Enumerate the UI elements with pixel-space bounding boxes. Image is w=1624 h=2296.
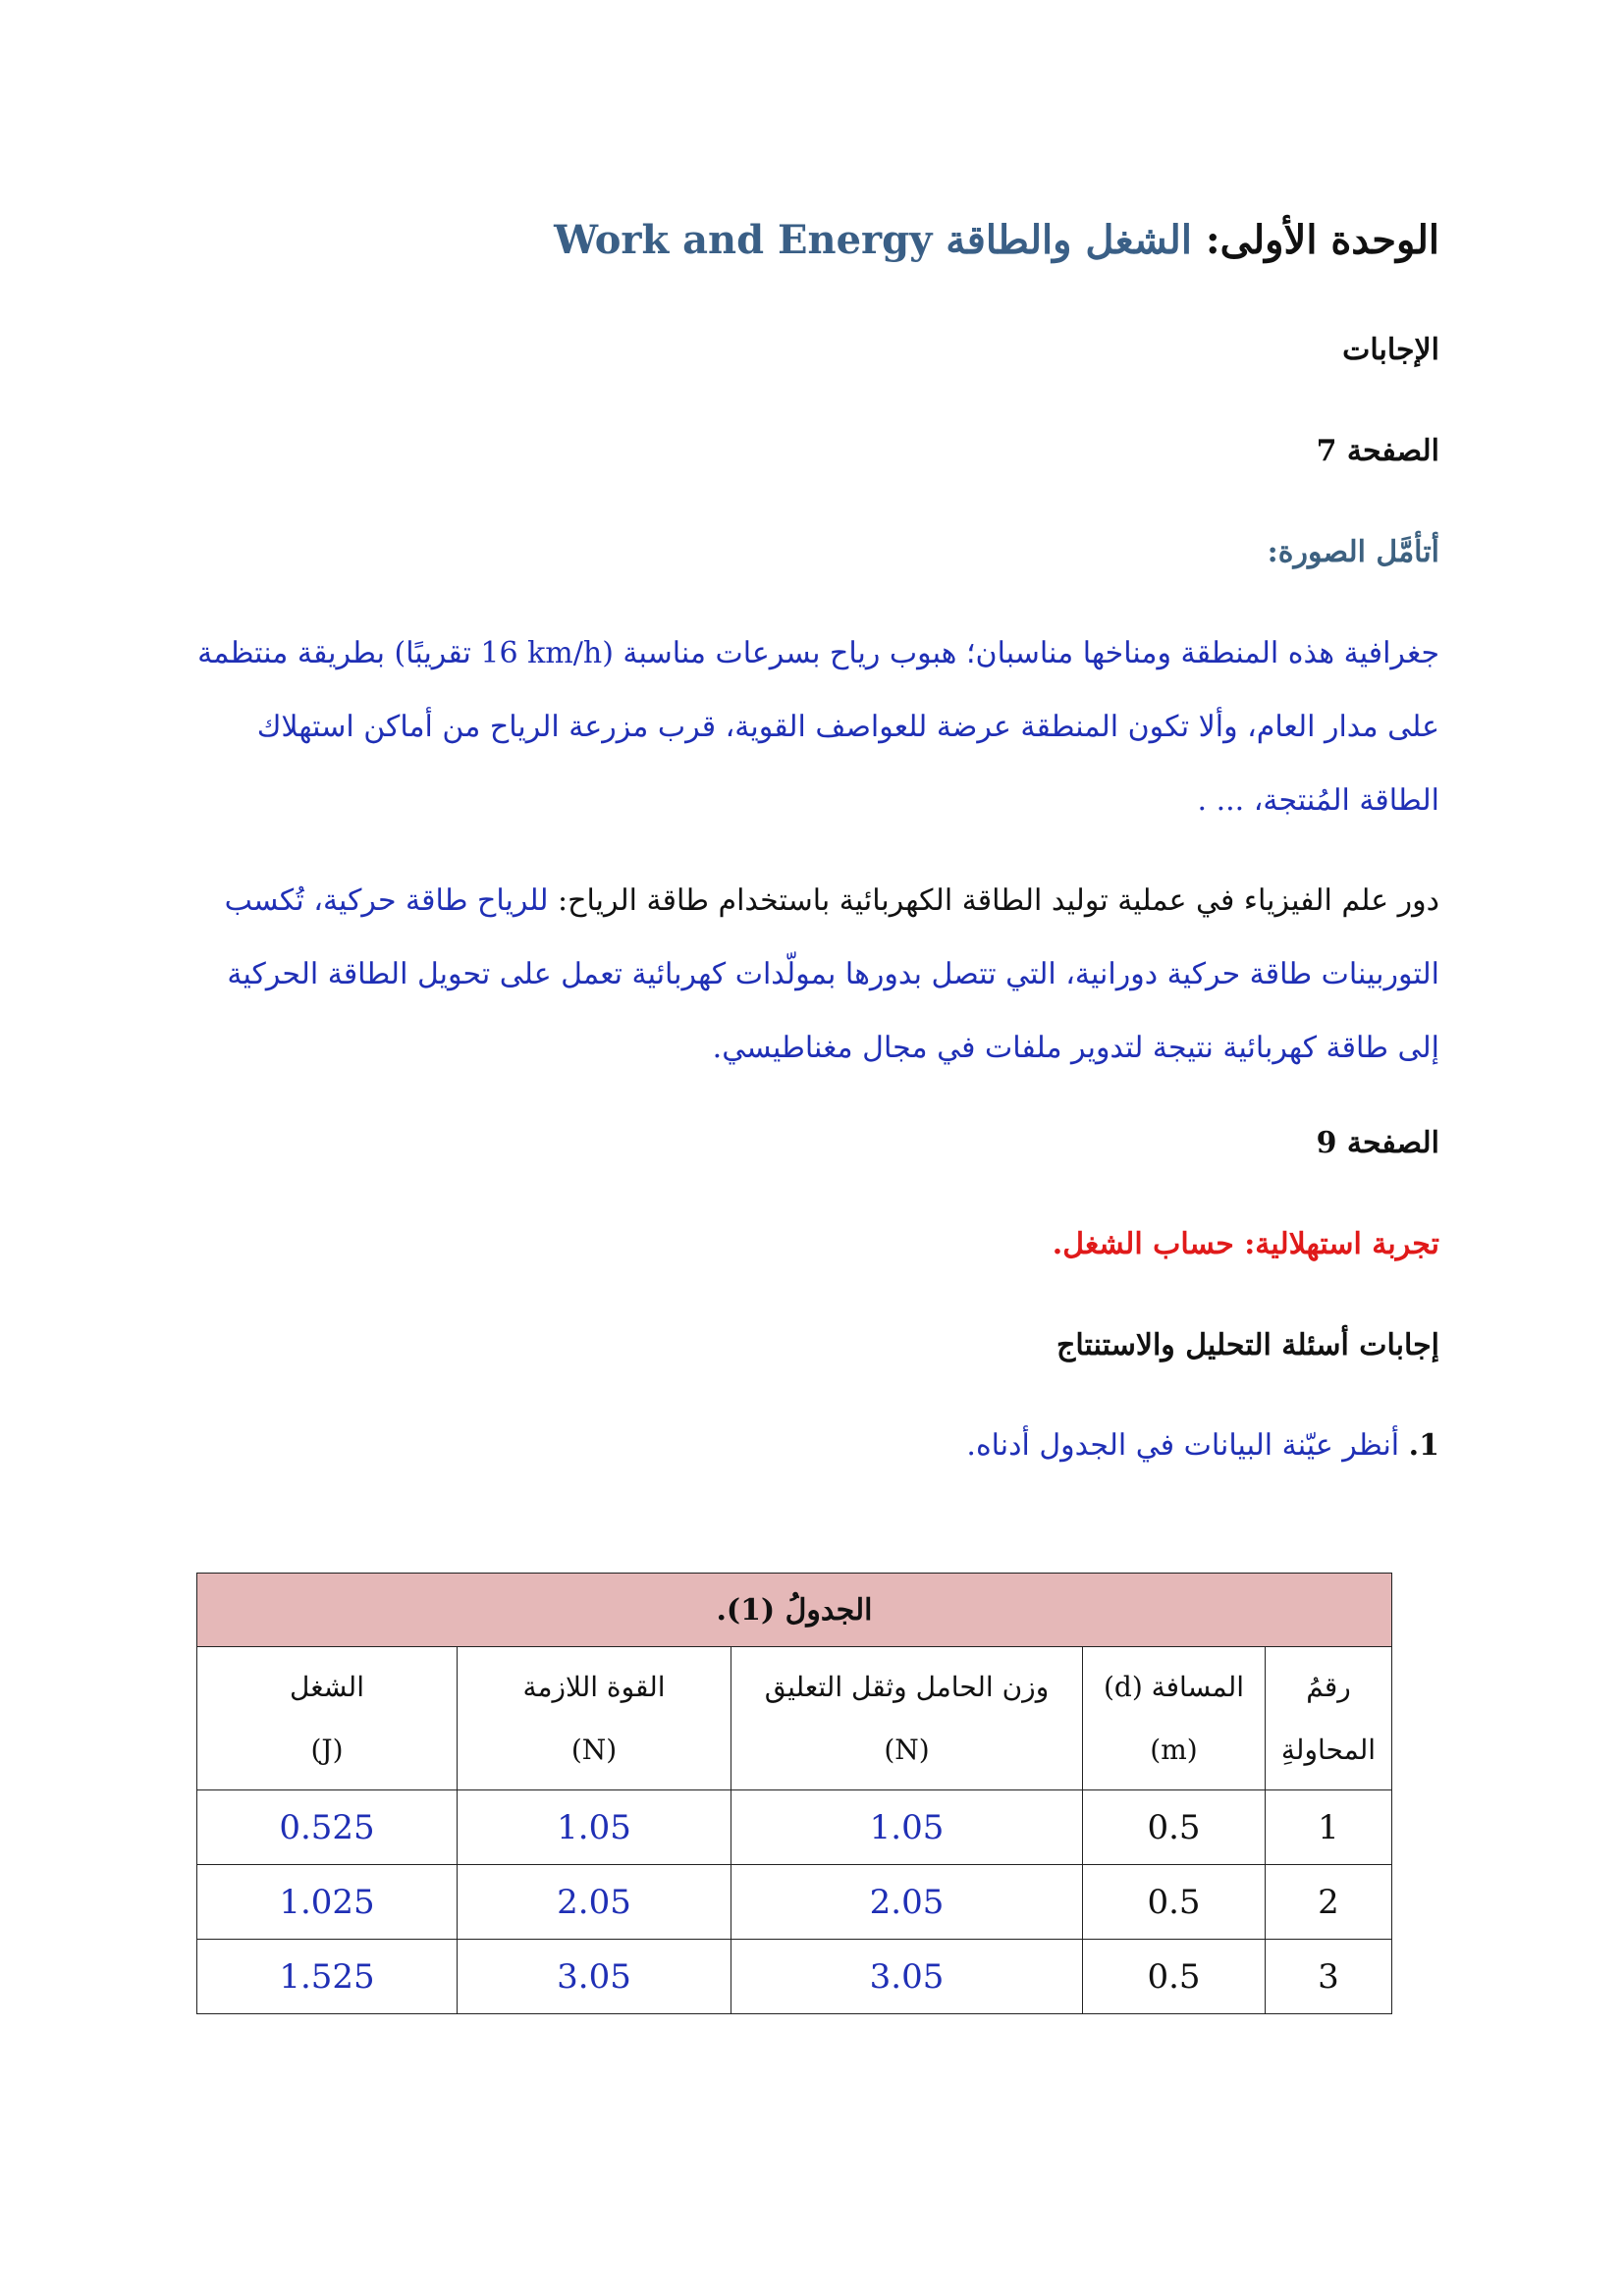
paragraph-geography-line2: على مدار العام، وألا تكون المنطقة عرضة للعواصف القوية، قرب مزرعة الرياح من أماكن استهلاك [256,710,1439,744]
cell-weight: 2.05 [731,1865,1083,1940]
cell-distance: 0.5 [1083,1940,1266,2014]
cell-trial: 3 [1266,1940,1392,2014]
observe-heading: أتأمَّل الصورة: [1267,535,1439,569]
table-caption: الجدولُ (1). [197,1574,1392,1647]
cell-work: 0.525 [197,1790,458,1865]
header-work-line1: الشغل [289,1670,364,1703]
header-work-line2: (J) [310,1733,344,1766]
cell-work: 1.025 [197,1865,458,1940]
header-weight [731,1647,1083,1790]
cell-force: 1.05 [458,1790,731,1865]
cell-distance: 0.5 [1083,1790,1266,1865]
header-weight-line2: (N) [884,1733,930,1766]
experiment-heading: تجربة استهلالية: حساب الشغل. [1052,1227,1439,1261]
question-1-number: 1. [1408,1428,1439,1463]
header-trial-number [1266,1647,1392,1790]
table-row [197,1790,1392,1865]
cell-force: 2.05 [458,1865,731,1940]
unit-title-arabic: الشغل والطاقة [946,217,1192,263]
data-table [196,1573,1392,2014]
question-1-text: أنظر عيّنة البيانات في الجدول أدناه. [966,1428,1409,1463]
unit-title [173,211,1439,270]
cell-weight: 3.05 [731,1940,1083,2014]
page9-heading: الصفحة 9 [1316,1126,1439,1160]
cell-work: 1.525 [197,1940,458,2014]
paragraph-geography-line1-start: جغرافية هذه المنطقة ومناخها مناسبان؛ هبوب رياح بسرعات مناسبة ( [602,636,1439,670]
paragraph-geography [173,616,1439,837]
unit-title-english: Work and Energy [554,217,933,263]
question-1 [173,1423,1439,1468]
paragraph-physics-role [173,864,1439,1085]
header-force-line1: القوة اللازمة [522,1670,666,1703]
cell-distance: 0.5 [1083,1865,1266,1940]
paragraph-physics-line2: التوربينات طاقة حركية دورانية، التي تتصل بدورها بمولّدات كهربائية تعمل على تحويل الطاقة الحركية [227,957,1439,991]
header-distance [1083,1647,1266,1790]
paragraph-geography-line3: الطاقة المُنتجة، ... . [1197,783,1439,818]
paragraph-physics-line1 [173,864,1439,937]
table-row [197,1865,1392,1940]
cell-weight: 1.05 [731,1790,1083,1865]
header-work [197,1647,458,1790]
analysis-heading: إجابات أسئلة التحليل والاستنتاج [1056,1328,1439,1362]
paragraph-physics-line3: إلى طاقة كهربائية نتيجة لتدوير ملفات في مجال مغناطيسي. [712,1031,1439,1065]
cell-trial: 1 [1266,1790,1392,1865]
paragraph-geography-line1 [173,616,1439,690]
paragraph-physics-line1-rest: للرياح طاقة حركية، تُكسب [224,883,559,918]
header-distance-line1: المسافة (d) [1103,1670,1245,1703]
header-trial-number-line1: رقمُ [1306,1670,1351,1703]
header-trial-number-line2: المحاولةِ [1280,1733,1377,1766]
header-distance-line2: (m) [1150,1733,1198,1766]
page7-heading: الصفحة 7 [1316,434,1439,468]
cell-trial: 2 [1266,1865,1392,1940]
header-force-line2: (N) [570,1733,618,1766]
header-force [458,1647,731,1790]
paragraph-physics-lead: دور علم الفيزياء في عملية توليد الطاقة الكهربائية باستخدام طاقة الرياح: [558,883,1439,918]
unit-title-prefix: الوحدة الأولى: [1205,217,1439,263]
answers-heading: الإجابات [1342,333,1439,367]
cell-force: 3.05 [458,1940,731,2014]
header-weight-line1: وزن الحامل وثقل التعليق [764,1670,1050,1703]
table-row [197,1940,1392,2014]
paragraph-geography-line1-end: تقريبًا) بطريقة منتظمة [197,636,481,670]
wind-speed-value: 16 km/h [480,636,603,670]
